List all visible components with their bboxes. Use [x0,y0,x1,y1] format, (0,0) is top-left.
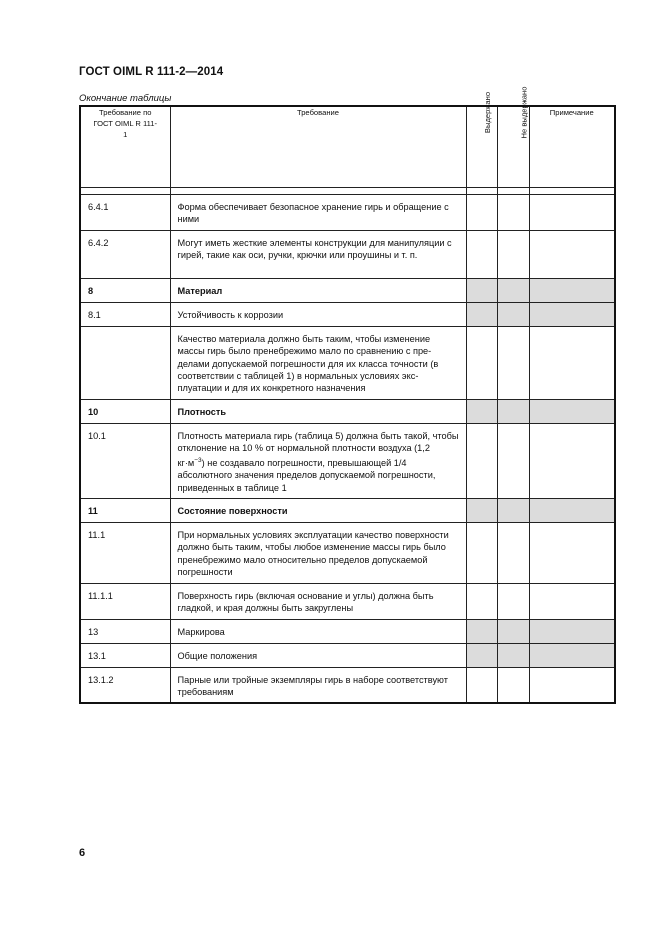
cell-failed[interactable] [497,195,529,231]
column-header-passed-label: Выдержано [482,91,492,134]
requirement-text-part1: Плотность материала гирь (таблица 5) должна быть такой, чтобы отклонение на 10 % от нормальной плотности воздуха (1,2 кг·м [177,430,459,468]
cell-note[interactable] [529,230,615,278]
table-row [80,667,615,703]
cell-note[interactable] [529,423,615,498]
cell-note[interactable] [529,583,615,619]
requirement-text-superscript: −3 [194,456,202,464]
table-header-row [80,106,615,188]
row-requirement: Форма обеспечивает безопасное хранение гирь и обращение с ними [170,195,466,231]
cell-passed [466,498,497,522]
section-row [80,399,615,423]
table-row [80,522,615,583]
row-ref: 13.1.2 [80,667,170,703]
table-row [80,195,615,231]
cell-failed[interactable] [497,583,529,619]
column-header-passed [466,91,497,188]
column-header-requirement: Требование [170,106,466,188]
cell-note [529,302,615,326]
cell-passed[interactable] [466,522,497,583]
row-ref: 11.1.1 [80,583,170,619]
document-header: ГОСТ OIML R 111-2—2014 [79,66,224,78]
cell-failed[interactable] [497,667,529,703]
cell-passed[interactable] [466,195,497,231]
cell-note[interactable] [529,195,615,231]
cell-failed [497,302,529,326]
requirement-text-part2: ) не создавало погрешности, превышающей 1/4 абсолютного значения пределов допускаемой погрешности, приведенных в таблице 1 [177,457,436,493]
row-ref [80,326,170,399]
cell-failed [497,619,529,643]
cell-note [529,643,615,667]
cell-note [529,498,615,522]
cell-note[interactable] [529,667,615,703]
section-row [80,619,615,643]
column-header-failed [497,86,529,188]
cell-failed[interactable] [497,230,529,278]
cell-passed [466,302,497,326]
row-requirement: Парные или тройные экземпляры гирь в наборе соответствуют требованиям [170,667,466,703]
table-row [80,230,615,278]
row-requirement: Общие положения [170,643,466,667]
table-header-spacer [80,188,615,195]
row-ref: 13 [80,619,170,643]
row-ref: 8 [80,278,170,302]
table-row [80,326,615,399]
row-requirement: При нормальных условиях эксплуатации качество поверхности должно быть таким, чтобы любое изменение массы гирь было пренебрежимо мало относительно пределов допускаемой погрешности [170,522,466,583]
cell-note [529,619,615,643]
page-number: 6 [79,847,86,859]
column-header-ref: Требование по ГОСТ OIML R 111-1 [80,106,170,188]
cell-failed [497,643,529,667]
cell-note [529,399,615,423]
cell-failed[interactable] [497,326,529,399]
row-ref: 10 [80,399,170,423]
cell-passed [466,619,497,643]
section-row [80,498,615,522]
section-row [80,278,615,302]
table-row [80,302,615,326]
cell-passed [466,399,497,423]
row-requirement: Могут иметь жесткие элементы конструкции для манипуляции с гирей, такие как оси, ручки, крючки или проушины и т. п. [170,230,466,278]
table-row [80,643,615,667]
row-ref: 6.4.1 [80,195,170,231]
row-requirement: Поверхность гирь (включая основание и углы) должна быть гладкой, и края должны быть закруглены [170,583,466,619]
cell-passed[interactable] [466,326,497,399]
row-requirement [170,423,466,498]
table-caption: Окончание таблицы [79,93,172,104]
row-ref: 11.1 [80,522,170,583]
cell-failed [497,399,529,423]
cell-note[interactable] [529,522,615,583]
cell-failed[interactable] [497,423,529,498]
row-requirement: Маркирова [170,619,466,643]
row-ref: 10.1 [80,423,170,498]
column-header-note: Примечание [529,106,615,188]
table-row [80,423,615,498]
cell-note [529,278,615,302]
cell-failed[interactable] [497,522,529,583]
row-requirement: Качество материала должно быть таким, чтобы изменение массы гирь было пренебрежимо мало по сравнению с пределами допускаемой погрешности для их класса точности (в соответствии с таблицей 1) в нормальных условиях эксплуатации и для их конкретного назначения [170,326,466,399]
cell-failed [497,278,529,302]
column-header-failed-label: Не выдержано [518,86,528,139]
row-ref: 8.1 [80,302,170,326]
cell-passed[interactable] [466,230,497,278]
cell-passed[interactable] [466,583,497,619]
cell-passed [466,643,497,667]
cell-passed[interactable] [466,667,497,703]
row-requirement: Плотность [170,399,466,423]
row-requirement: Материал [170,278,466,302]
row-ref: 11 [80,498,170,522]
row-requirement: Устойчивость к коррозии [170,302,466,326]
cell-passed[interactable] [466,423,497,498]
row-ref: 13.1 [80,643,170,667]
table-row [80,583,615,619]
row-ref: 6.4.2 [80,230,170,278]
cell-passed [466,278,497,302]
cell-note[interactable] [529,326,615,399]
cell-failed [497,498,529,522]
row-requirement: Состояние поверхности [170,498,466,522]
